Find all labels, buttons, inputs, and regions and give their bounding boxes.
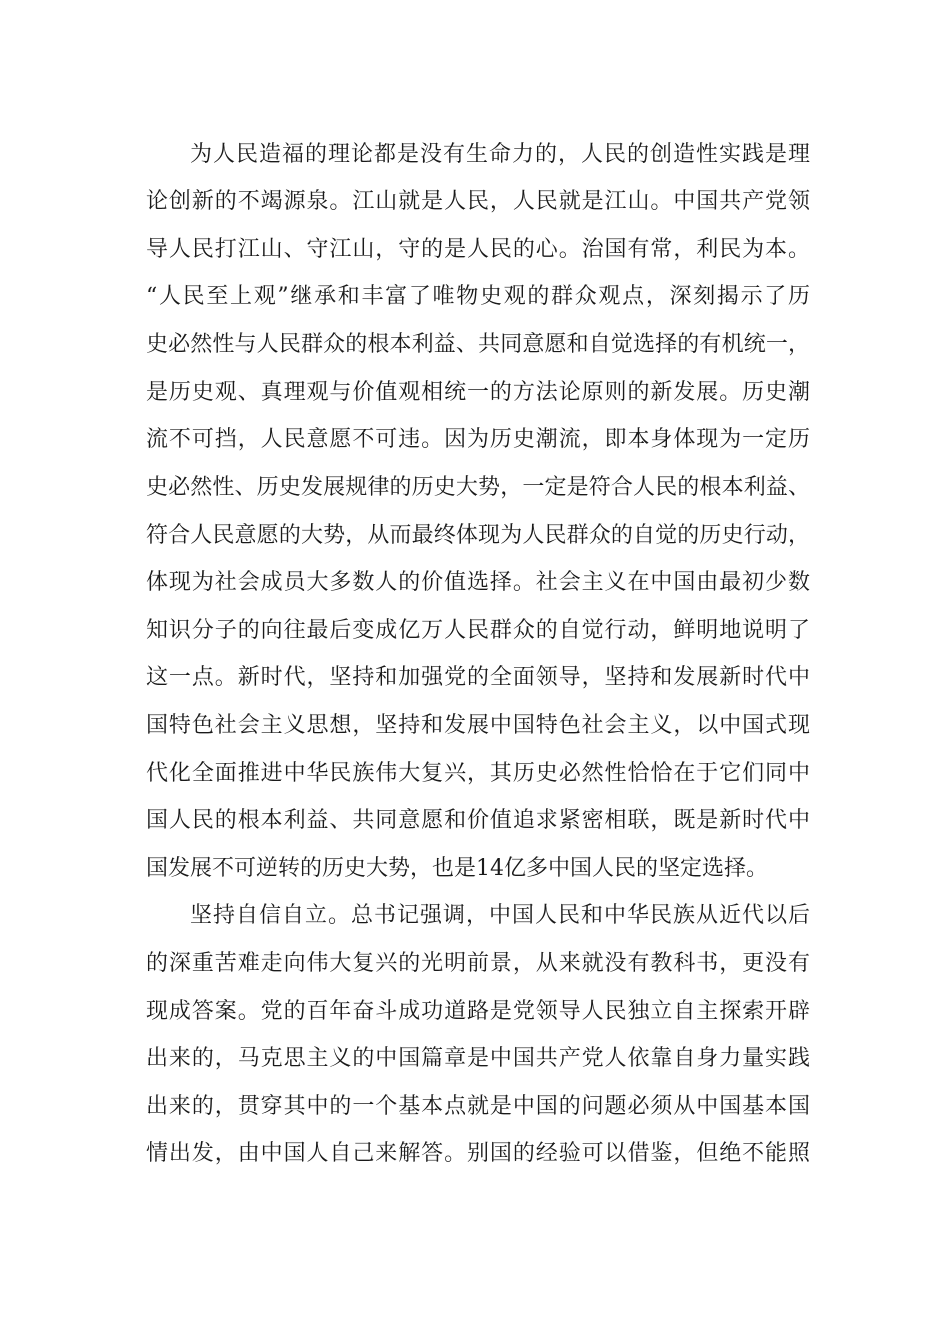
paragraph-2-line-6: 情出发，由中国人自己来解答。别国的经验可以借鉴，但绝不能照 (146, 1141, 810, 1166)
paragraph-2-line-2: 的深重苦难走向伟大复兴的光明前景，从来就没有教科书，更没有 (146, 951, 810, 976)
paragraph-1-line-10: 体现为社会成员大多数人的价值选择。社会主义在中国由最初少数 (146, 570, 810, 595)
paragraph-1-line-11: 知识分子的向往最后变成亿万人民群众的自觉行动，鲜明地说明了 (146, 618, 810, 643)
paragraph-1-line-2: 论创新的不竭源泉。江山就是人民，人民就是江山。中国共产党领 (146, 189, 810, 214)
paragraph-1-line-15: 国人民的根本利益、共同意愿和价值追求紧密相联，既是新时代中 (146, 808, 810, 833)
paragraph-2-line-1: 坚持自信自立。总书记强调，中国人民和中华民族从近代以后 (190, 903, 810, 928)
paragraph-1-line-16: 国发展不可逆转的历史大势，也是14亿多中国人民的坚定选择。 (146, 856, 768, 881)
paragraph-1-line-14: 代化全面推进中华民族伟大复兴，其历史必然性恰恰在于它们同中 (146, 761, 810, 786)
paragraph-1-line-13: 国特色社会主义思想，坚持和发展中国特色社会主义，以中国式现 (146, 713, 810, 738)
paragraph-1-line-1: 为人民造福的理论都是没有生命力的，人民的创造性实践是理 (190, 142, 810, 167)
paragraph-1-line-4: “人民至上观”继承和丰富了唯物史观的群众观点，深刻揭示了历 (146, 284, 810, 309)
paragraph-2-line-5: 出来的，贯穿其中的一个基本点就是中国的问题必须从中国基本国 (146, 1094, 810, 1119)
paragraph-2-line-3: 现成答案。党的百年奋斗成功道路是党领导人民独立自主探索开辟 (146, 999, 810, 1024)
paragraph-2-line-4: 出来的，马克思主义的中国篇章是中国共产党人依靠自身力量实践 (146, 1046, 810, 1071)
paragraph-1-line-12: 这一点。新时代，坚持和加强党的全面领导，坚持和发展新时代中 (146, 665, 810, 690)
paragraph-1-line-3: 导人民打江山、守江山，守的是人民的心。治国有常，利民为本。 (146, 237, 810, 262)
paragraph-1-line-9: 符合人民意愿的大势，从而最终体现为人民群众的自觉的历史行动， (146, 523, 810, 548)
paragraph-1-line-7: 流不可挡，人民意愿不可违。因为历史潮流，即本身体现为一定历 (146, 427, 810, 452)
paragraph-1-line-6: 是历史观、真理观与价值观相统一的方法论原则的新发展。历史潮 (146, 380, 810, 405)
paragraph-1-line-8: 史必然性、历史发展规律的历史大势，一定是符合人民的根本利益、 (146, 475, 810, 500)
paragraph-1-line-5: 史必然性与人民群众的根本利益、共同意愿和自觉选择的有机统一， (146, 332, 810, 357)
